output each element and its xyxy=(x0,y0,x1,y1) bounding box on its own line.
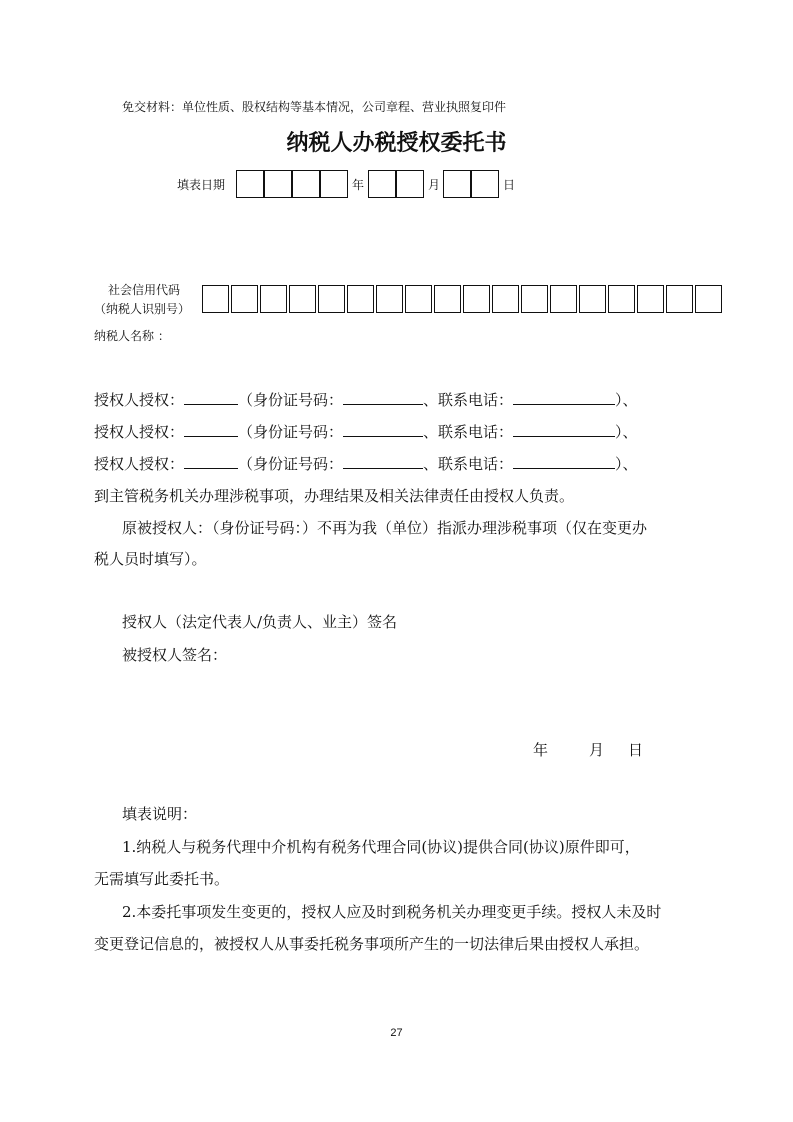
instruction-1-line-2: 无需填写此委托书。 xyxy=(94,870,230,888)
id-number-blank[interactable] xyxy=(343,454,423,469)
instruction-1-line-1: 1.纳税人与税务代理中介机构有税务代理合同(协议)提供合同(协议)原件即可， xyxy=(122,838,640,856)
responsibility-statement: 到主管税务机关办理涉税事项，办理结果及相关法律责任由授权人负责。 xyxy=(94,487,575,505)
credit-code-box[interactable] xyxy=(260,285,287,313)
former-agent-line-1: 原被授权人：（身份证号码：）不再为我（单位）指派办理涉税事项（仅在变更办 xyxy=(122,519,648,537)
instruction-2-line-2: 变更登记信息的，被授权人从事委托税务事项所产生的一切法律后果由授权人承担。 xyxy=(94,935,650,953)
header-note: 免交材料：单位性质、股权结构等基本情况，公司章程、营业执照复印件 xyxy=(122,100,507,114)
authorization-row xyxy=(94,453,638,474)
authorization-prefix: 授权人授权： xyxy=(94,391,185,409)
page-number: 27 xyxy=(390,1027,403,1039)
date-month-box[interactable] xyxy=(396,170,424,198)
page-title: 纳税人办税授权委托书 xyxy=(286,130,507,156)
credit-code-box[interactable] xyxy=(492,285,519,313)
credit-code-box[interactable] xyxy=(318,285,345,313)
credit-code-box[interactable] xyxy=(463,285,490,313)
agent-name-blank[interactable] xyxy=(184,454,238,469)
date-day-box[interactable] xyxy=(471,170,499,198)
taxpayer-name-label: 纳税人名称 ： xyxy=(94,329,170,343)
date-year-box[interactable] xyxy=(292,170,320,198)
credit-code-box[interactable] xyxy=(434,285,461,313)
credit-code-box[interactable] xyxy=(289,285,316,313)
date-day-box[interactable] xyxy=(443,170,471,198)
date-day-label: 日 xyxy=(503,178,516,192)
credit-code-box[interactable] xyxy=(666,285,693,313)
credit-code-box[interactable] xyxy=(550,285,577,313)
id-label: （身份证号码： xyxy=(238,423,344,441)
credit-code-box[interactable] xyxy=(376,285,403,313)
id-number-blank[interactable] xyxy=(343,422,423,437)
agent-name-blank[interactable] xyxy=(184,422,238,437)
instructions-heading: 填表说明： xyxy=(122,805,198,823)
row-suffix: ）、 xyxy=(615,391,638,409)
signature-day-label: 日 xyxy=(628,741,644,759)
instruction-2-line-1: 2.本委托事项发生变更的，授权人应及时到税务机关办理变更手续。授权人未及时 xyxy=(122,903,662,921)
id-label: （身份证号码： xyxy=(238,391,344,409)
credit-code-label: 社会信用代码 xyxy=(108,283,181,297)
agent-signature-label: 被授权人签名： xyxy=(122,646,228,664)
date-year-box[interactable] xyxy=(320,170,348,198)
phone-label: 、联系电话： xyxy=(423,423,514,441)
credit-code-box[interactable] xyxy=(521,285,548,313)
phone-label: 、联系电话： xyxy=(423,455,514,473)
agent-name-blank[interactable] xyxy=(184,390,238,405)
date-month-label: 月 xyxy=(428,178,441,192)
row-suffix: ）、 xyxy=(615,423,638,441)
authorizer-signature-label: 授权人（法定代表人/负责人、业主）签名 xyxy=(122,613,398,631)
credit-code-box[interactable] xyxy=(405,285,432,313)
credit-code-box[interactable] xyxy=(608,285,635,313)
phone-label: 、联系电话： xyxy=(423,391,514,409)
credit-code-box[interactable] xyxy=(231,285,258,313)
credit-code-box[interactable] xyxy=(579,285,606,313)
row-suffix: ）、 xyxy=(615,455,638,473)
date-year-label: 年 xyxy=(352,178,365,192)
authorization-prefix: 授权人授权： xyxy=(94,423,185,441)
fill-date-label: 填表日期 xyxy=(177,178,226,192)
former-agent-line-2: 税人员时填写）。 xyxy=(94,550,207,568)
credit-code-box[interactable] xyxy=(695,285,722,313)
phone-blank[interactable] xyxy=(513,390,615,405)
date-year-box[interactable] xyxy=(236,170,264,198)
taxpayer-id-label: （纳税人识别号） xyxy=(94,302,191,316)
id-label: （身份证号码： xyxy=(238,455,344,473)
credit-code-box[interactable] xyxy=(347,285,374,313)
date-year-box[interactable] xyxy=(264,170,292,198)
signature-year-label: 年 xyxy=(533,741,549,759)
phone-blank[interactable] xyxy=(513,454,615,469)
credit-code-box[interactable] xyxy=(637,285,664,313)
signature-month-label: 月 xyxy=(589,741,605,759)
phone-blank[interactable] xyxy=(513,422,615,437)
id-number-blank[interactable] xyxy=(343,390,423,405)
authorization-prefix: 授权人授权： xyxy=(94,455,185,473)
credit-code-box[interactable] xyxy=(202,285,229,313)
authorization-row xyxy=(94,421,638,442)
date-month-box[interactable] xyxy=(368,170,396,198)
authorization-row xyxy=(94,389,638,410)
